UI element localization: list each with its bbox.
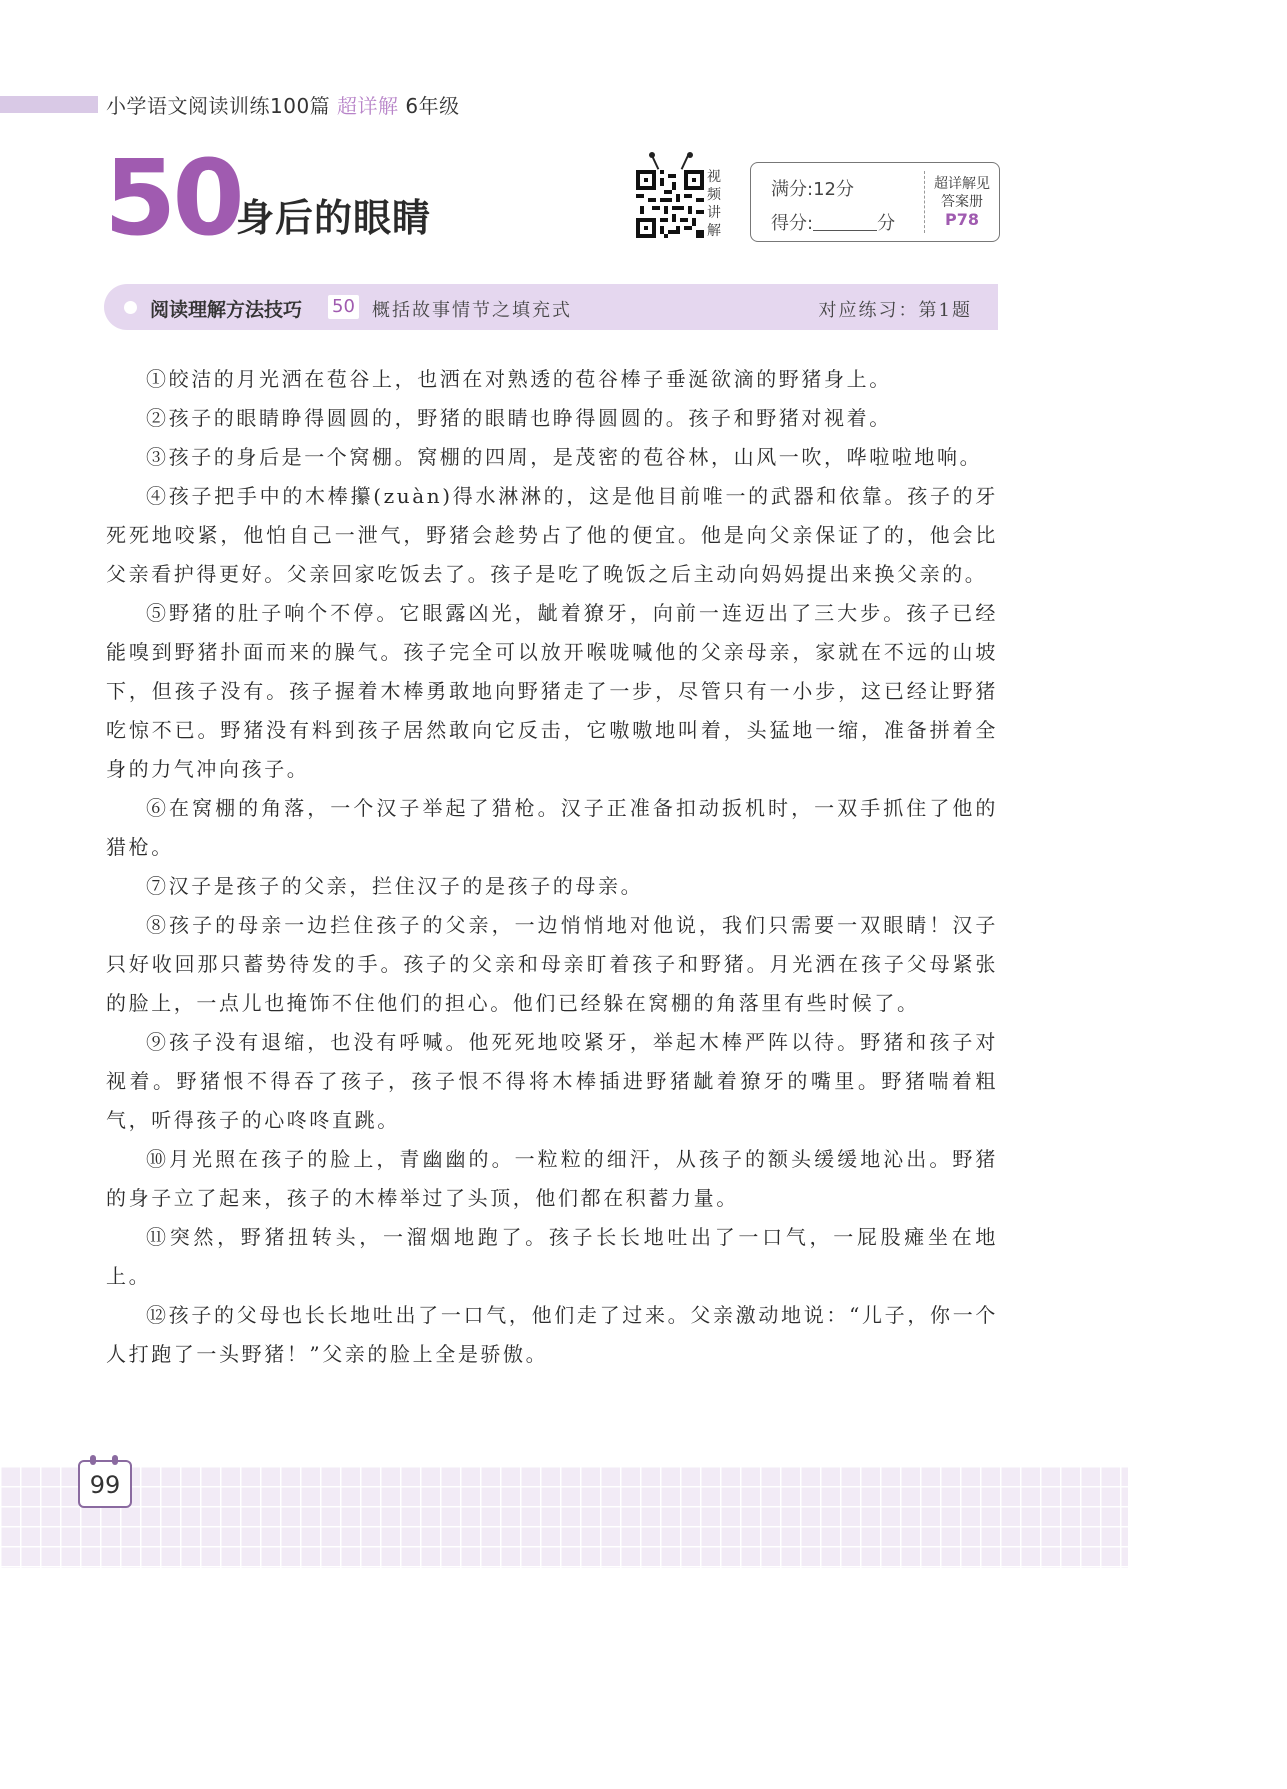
score-earned xyxy=(771,209,895,235)
method-topic: 概括故事情节之填充式 xyxy=(372,300,572,321)
paragraph: ③孩子的身后是一个窝棚。窝棚的四周，是茂密的苞谷林，山风一吹，哗啦啦地响。 xyxy=(146,445,983,469)
grade-label: 6年级 xyxy=(405,94,460,118)
paragraph: ⑪突然，野猪扭转头，一溜烟地跑了。孩子长长地吐出了一口气，一屁股瘫坐在地上。 xyxy=(106,1225,998,1288)
paragraph: ⑫孩子的父母也长长地吐出了一口气，他们走了过来。父亲激动地说：“儿子，你一个人打跑了一头野猪！”父亲的脸上全是骄傲。 xyxy=(106,1303,998,1366)
paragraph: ②孩子的眼睛睁得圆圆的，野猪的眼睛也睁得圆圆的。孩子和野猪对视着。 xyxy=(146,406,892,430)
paragraph: ⑥在窝棚的角落，一个汉子举起了猎枪。汉子正准备扣动扳机时，一双手抓住了他的猎枪。 xyxy=(106,796,998,859)
calendar-ring-icon xyxy=(90,1455,96,1465)
exercise-reference: 对应练习：第1题 xyxy=(818,300,972,321)
book-title: 小学语文阅读训练100篇 xyxy=(106,94,331,118)
method-label: 阅读理解方法技巧 xyxy=(150,299,303,321)
page-number: 99 xyxy=(89,1471,121,1499)
calendar-ring-icon xyxy=(112,1455,118,1465)
edition-label: 超详解 xyxy=(337,94,399,118)
paragraph: ⑩月光照在孩子的脸上，青幽幽的。一粒粒的细汗，从孩子的额头缓缓地沁出。野猪的身子立了起来，孩子的木棒举过了头顶，他们都在积蓄力量。 xyxy=(106,1147,998,1210)
footer-grid xyxy=(0,1466,1128,1568)
lesson-number: 50 xyxy=(104,137,241,259)
answer-page: P78 xyxy=(945,210,979,229)
lesson-title: 身后的眼睛 xyxy=(236,196,432,240)
full-score: 满分:12分 xyxy=(771,179,854,200)
paragraph: ⑨孩子没有退缩，也没有呼喊。他死死地咬紧牙，举起木棒严阵以待。野猪和孩子对视着。野猪恨不得吞了孩子，孩子恨不得将木棒插进野猪龇着獠牙的嘴里。野猪喘着粗气，听得孩子的心咚咚直跳。 xyxy=(106,1030,998,1132)
score-unit: 分 xyxy=(877,213,896,234)
score-divider xyxy=(924,171,925,233)
paragraph: ⑧孩子的母亲一边拦住孩子的父亲，一边悄悄地对他说，我们只需要一双眼睛！汉子只好收回那只蓄势待发的手。孩子的父亲和母亲盯着孩子和野猪。月光洒在孩子父母紧张的脸上，一点儿也掩饰不住他们的担心。他们已经躲在窝棚的角落里有些时候了。 xyxy=(106,913,998,1015)
answer-reference xyxy=(927,175,997,229)
score-earned-label: 得分: xyxy=(771,213,814,234)
book-header xyxy=(106,90,460,119)
article-body xyxy=(106,360,998,1374)
video-lecture-label: 视频讲解 xyxy=(707,169,721,239)
paragraph: ①皎洁的月光洒在苞谷上，也洒在对熟透的苞谷棒子垂涎欲滴的野猪身上。 xyxy=(146,367,892,391)
answer-ref-line1: 超详解见 xyxy=(934,176,990,192)
paragraph: ⑦汉子是孩子的父亲，拦住汉子的是孩子的母亲。 xyxy=(146,874,644,898)
method-number: 50 xyxy=(328,295,359,319)
paragraph: ④孩子把手中的木棒攥(zuàn)得水淋淋的，这是他目前唯一的武器和依靠。孩子的牙死死地咬紧，他怕自己一泄气，野猪会趁势占了他的便宜。他是向父亲保证了的，他会比父亲看护得更好。父亲回家吃饭去了。孩子是吃了晚饭之后主动向妈妈提出来换父亲的。 xyxy=(106,484,998,586)
qr-code-icon xyxy=(636,170,704,238)
paragraph: ⑤野猪的肚子响个不停。它眼露凶光，龇着獠牙，向前一连迈出了三大步。孩子已经能嗅到野猪扑面而来的臊气。孩子完全可以放开喉咙喊他的父亲母亲，家就在不远的山坡下，但孩子没有。孩子握着木棒勇敢地向野猪走了一步，尽管只有一小步，这已经让野猪吃惊不已。野猪没有料到孩子居然敢向它反击，它嗷嗷地叫着，头猛地一缩，准备拼着全身的力气冲向孩子。 xyxy=(106,601,998,781)
score-blank[interactable] xyxy=(813,212,877,231)
page-number-badge xyxy=(78,1460,132,1508)
bullet-icon xyxy=(124,301,137,314)
header-stripe xyxy=(0,96,98,113)
method-banner xyxy=(104,284,998,330)
answer-ref-line2: 答案册 xyxy=(941,194,983,210)
qr-code[interactable] xyxy=(636,170,704,238)
score-box xyxy=(750,162,1000,242)
